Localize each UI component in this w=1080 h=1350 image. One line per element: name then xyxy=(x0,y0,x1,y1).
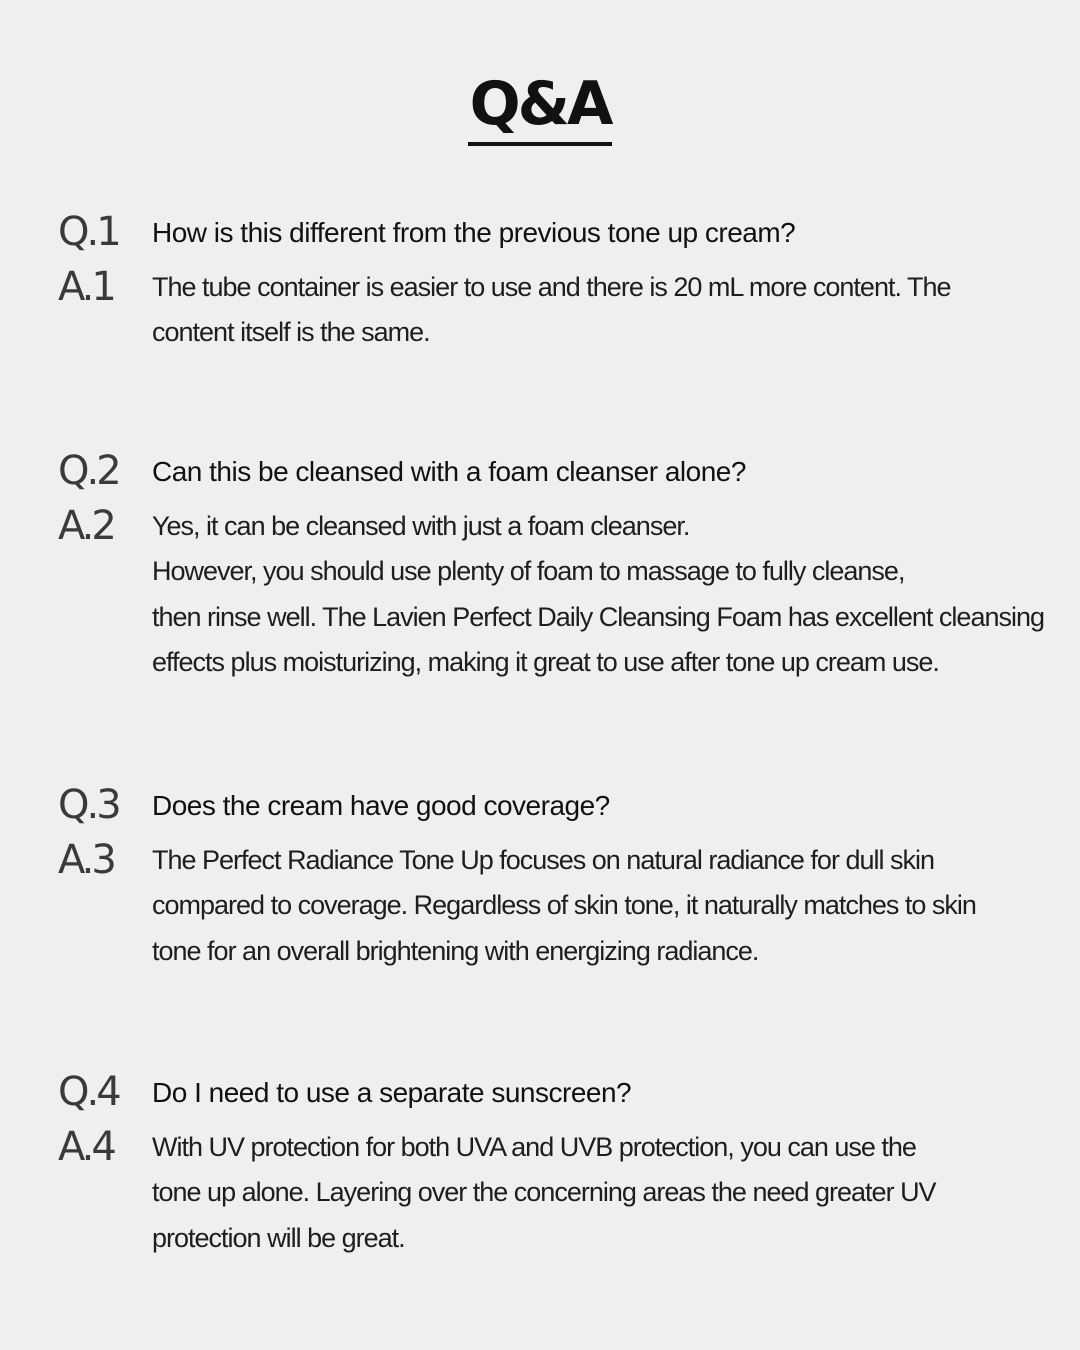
question-number: Q.1 xyxy=(58,209,119,255)
title-wrap xyxy=(0,68,1080,146)
question-number: Q.4 xyxy=(58,1069,119,1115)
page-title: Q&A xyxy=(468,68,613,146)
answer-line: tone up alone. Layering over the concerning areas the need greater UV xyxy=(152,1177,936,1208)
answer-text xyxy=(152,504,1067,685)
answer-line: However, you should use plenty of foam to massage to fully cleanse, xyxy=(152,556,905,587)
question-number: Q.2 xyxy=(58,448,119,494)
question-text: Can this be cleansed with a foam cleanser alone? xyxy=(152,456,746,487)
answer-number: A.2 xyxy=(58,503,114,549)
answer-number: A.3 xyxy=(58,837,114,883)
answer-line: The Perfect Radiance Tone Up focuses on natural radiance for dull skin xyxy=(152,845,934,875)
answer-text xyxy=(152,265,1067,356)
question-text: Do I need to use a separate sunscreen? xyxy=(152,1077,632,1108)
answer-line: compared to coverage. Regardless of skin tone, it naturally matches to skin xyxy=(152,890,976,921)
answer-line: content itself is the same. xyxy=(152,317,430,348)
answer-line: tone for an overall brightening with energizing radiance. xyxy=(152,935,759,966)
answer-line: protection will be great. xyxy=(152,1222,405,1253)
answer-line: Yes, it can be cleansed with just a foam cleanser. xyxy=(152,511,690,541)
question-text: How is this different from the previous tone up cream? xyxy=(152,217,796,248)
answer-text xyxy=(152,1125,1067,1261)
question-number: Q.3 xyxy=(58,782,119,828)
answer-number: A.4 xyxy=(58,1124,114,1170)
answer-line: effects plus moisturizing, making it great to use after tone up cream use. xyxy=(152,646,939,677)
answer-text xyxy=(152,838,1067,974)
answer-number: A.1 xyxy=(58,264,114,310)
question-text: Does the cream have good coverage? xyxy=(152,790,610,821)
answer-line: then rinse well. The Lavien Perfect Daily Cleansing Foam has excellent cleansing xyxy=(152,601,1045,632)
answer-line: The tube container is easier to use and there is 20 mL more content. The xyxy=(152,272,951,302)
answer-line: With UV protection for both UVA and UVB protection, you can use the xyxy=(152,1132,916,1162)
